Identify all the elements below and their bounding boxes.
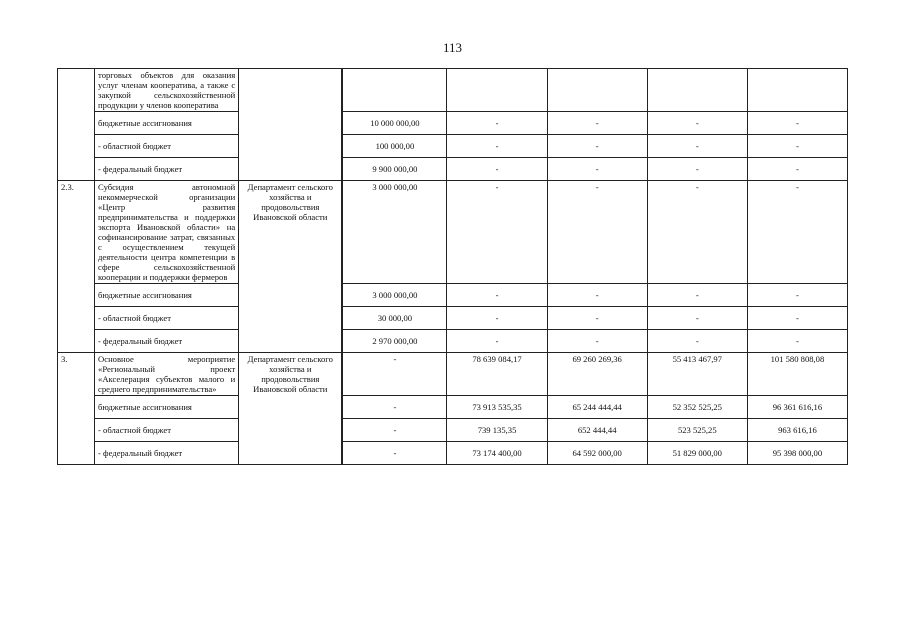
row-value-year-4: - bbox=[647, 307, 747, 330]
row-value-year-4: 51 829 000,00 bbox=[647, 442, 747, 465]
row-value-year-1: 2 970 000,00 bbox=[343, 330, 447, 353]
row-description: бюджетные ассигнования bbox=[95, 112, 239, 135]
row-value-year-1: - bbox=[343, 396, 447, 419]
row-value-year-4: - bbox=[647, 135, 747, 158]
row-value-year-4: - bbox=[647, 284, 747, 307]
row-value-year-2: - bbox=[447, 330, 547, 353]
budget-table-body bbox=[58, 69, 848, 465]
row-number: 2.3. bbox=[58, 181, 95, 353]
row-value-year-1: - bbox=[343, 442, 447, 465]
row-value-year-2: 739 135,35 bbox=[447, 419, 547, 442]
row-description: Основное мероприятие «Региональный проект «Акселерация субъектов малого и среднего предпринимательства» bbox=[95, 353, 239, 396]
row-value-year-3: - bbox=[547, 330, 647, 353]
row-value-year-2 bbox=[447, 69, 547, 112]
row-value-year-4: - bbox=[647, 112, 747, 135]
row-value-year-5: 101 580 808,08 bbox=[747, 353, 847, 396]
row-value-year-1: 30 000,00 bbox=[343, 307, 447, 330]
row-value-year-3: - bbox=[547, 307, 647, 330]
row-value-year-3: 65 244 444,44 bbox=[547, 396, 647, 419]
row-description: - федеральный бюджет bbox=[95, 158, 239, 181]
row-value-year-5: - bbox=[747, 330, 847, 353]
budget-table bbox=[57, 68, 848, 465]
row-executor: Департамент сельского хозяйства и продовольствия Ивановской области bbox=[239, 353, 342, 465]
row-description: торговых объектов для оказания услуг членам кооператива, а также с закупкой сельскохозяйственной продукции у членов кооператива bbox=[95, 69, 239, 112]
row-value-year-3: - bbox=[547, 284, 647, 307]
row-value-year-5 bbox=[747, 69, 847, 112]
row-value-year-2: 73 174 400,00 bbox=[447, 442, 547, 465]
row-description: - федеральный бюджет bbox=[95, 330, 239, 353]
table-row-main bbox=[58, 353, 848, 396]
row-value-year-4: 52 352 525,25 bbox=[647, 396, 747, 419]
row-value-year-1: - bbox=[343, 353, 447, 396]
row-executor: Департамент сельского хозяйства и продовольствия Ивановской области bbox=[239, 181, 342, 353]
row-value-year-5: 96 361 616,16 bbox=[747, 396, 847, 419]
row-value-year-3: 69 260 269,36 bbox=[547, 353, 647, 396]
row-number bbox=[58, 69, 95, 181]
row-value-year-2: - bbox=[447, 181, 547, 284]
table-row-main bbox=[58, 181, 848, 284]
table-row-sub bbox=[58, 396, 848, 419]
row-value-year-3: - bbox=[547, 135, 647, 158]
row-value-year-2: - bbox=[447, 284, 547, 307]
row-value-year-3: - bbox=[547, 181, 647, 284]
row-value-year-2: - bbox=[447, 158, 547, 181]
table-row-main bbox=[58, 69, 848, 112]
row-value-year-2: - bbox=[447, 307, 547, 330]
row-value-year-1 bbox=[343, 69, 447, 112]
row-value-year-5: - bbox=[747, 158, 847, 181]
row-description: - областной бюджет bbox=[95, 419, 239, 442]
row-value-year-4: - bbox=[647, 330, 747, 353]
row-value-year-2: - bbox=[447, 112, 547, 135]
row-value-year-4: - bbox=[647, 181, 747, 284]
row-value-year-4: - bbox=[647, 158, 747, 181]
row-value-year-5: - bbox=[747, 135, 847, 158]
row-value-year-3: - bbox=[547, 158, 647, 181]
row-description: Субсидия автономной некоммерческой организации «Центр развития предпринимательства и поддержки экспорта Ивановской области» на софинансирование затрат, связанных с осуществлением текущей деятельности центра компетенции в сфере сельскохозяйственной кооперации и поддержки фермеров bbox=[95, 181, 239, 284]
table-row-sub bbox=[58, 307, 848, 330]
row-value-year-4: 55 413 467,97 bbox=[647, 353, 747, 396]
row-value-year-5: - bbox=[747, 181, 847, 284]
row-value-year-5: - bbox=[747, 284, 847, 307]
row-value-year-1: 3 000 000,00 bbox=[343, 284, 447, 307]
row-value-year-1: 10 000 000,00 bbox=[343, 112, 447, 135]
table-row-sub bbox=[58, 112, 848, 135]
row-value-year-1: 3 000 000,00 bbox=[343, 181, 447, 284]
row-value-year-2: 73 913 535,35 bbox=[447, 396, 547, 419]
row-value-year-3: - bbox=[547, 112, 647, 135]
row-value-year-1: 100 000,00 bbox=[343, 135, 447, 158]
table-row-sub bbox=[58, 158, 848, 181]
row-value-year-2: 78 639 084,17 bbox=[447, 353, 547, 396]
row-value-year-3: 64 592 000,00 bbox=[547, 442, 647, 465]
table-row-sub bbox=[58, 330, 848, 353]
table-row-sub bbox=[58, 135, 848, 158]
page-number: 113 bbox=[442, 40, 463, 55]
row-number: 3. bbox=[58, 353, 95, 465]
row-value-year-3: 652 444,44 bbox=[547, 419, 647, 442]
row-value-year-5: 963 616,16 bbox=[747, 419, 847, 442]
row-description: - федеральный бюджет bbox=[95, 442, 239, 465]
row-value-year-5: - bbox=[747, 112, 847, 135]
row-value-year-1: - bbox=[343, 419, 447, 442]
row-description: - областной бюджет bbox=[95, 307, 239, 330]
row-value-year-4 bbox=[647, 69, 747, 112]
row-description: - областной бюджет bbox=[95, 135, 239, 158]
row-value-year-2: - bbox=[447, 135, 547, 158]
row-value-year-4: 523 525,25 bbox=[647, 419, 747, 442]
row-executor bbox=[239, 69, 342, 181]
row-value-year-5: 95 398 000,00 bbox=[747, 442, 847, 465]
row-value-year-1: 9 900 000,00 bbox=[343, 158, 447, 181]
row-description: бюджетные ассигнования bbox=[95, 396, 239, 419]
row-value-year-5: - bbox=[747, 307, 847, 330]
table-row-sub bbox=[58, 442, 848, 465]
row-description: бюджетные ассигнования bbox=[95, 284, 239, 307]
table-row-sub bbox=[58, 284, 848, 307]
row-value-year-3 bbox=[547, 69, 647, 112]
table-row-sub bbox=[58, 419, 848, 442]
